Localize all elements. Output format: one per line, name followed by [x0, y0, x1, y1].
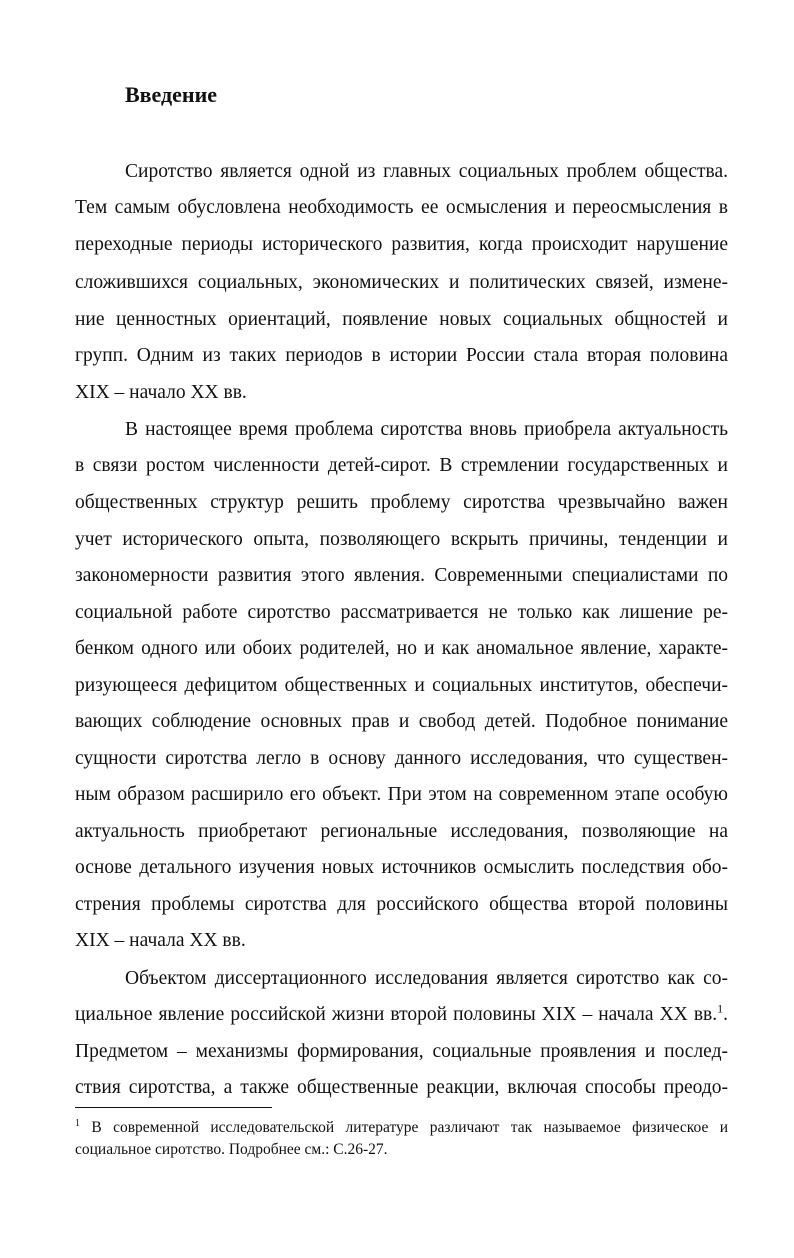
footnote-reference: 1 — [717, 1001, 724, 1016]
text-line — [75, 856, 728, 880]
text-line — [125, 418, 728, 442]
text-line-content: XIX – начало XX вв. — [75, 382, 247, 403]
text-line-content: циальное явление российской жизни второй половины XIX – начала XX вв. — [75, 1004, 718, 1025]
text-line-content: вающих соблюдение основных прав и свобод детей. Подобное понимание — [75, 711, 728, 732]
text-line-content: сложившихся социальных, экономических и политических связей, измене- — [75, 272, 728, 293]
text-line — [75, 747, 728, 771]
footnote-line — [75, 1118, 728, 1138]
text-line — [75, 929, 728, 953]
text-line-content: XIX – начала XX вв. — [75, 930, 246, 951]
text-line-content: ствия сиротства, а также общественные реакции, включая способы преодо- — [75, 1077, 728, 1098]
text-line — [75, 564, 728, 588]
text-line-content: актуальность приобретают региональные исследования, позволяющие на — [75, 821, 728, 842]
punctuation: . — [723, 1004, 728, 1025]
text-line — [75, 1076, 728, 1100]
text-line-content: ризующееся дефицитом общественных и социальных институтов, обеспечи- — [75, 675, 728, 696]
text-line-content: В настоящее время проблема сиротства вновь приобрела актуальность — [125, 419, 728, 440]
text-line-content: Сиротство является одной из главных социальных проблем общества. — [125, 161, 728, 182]
text-line-content: Предметом – механизмы формирования, социальные проявления и послед- — [75, 1041, 728, 1062]
text-line-content: Тем самым обусловлена необходимость ее осмысления и переосмысления в — [75, 197, 728, 218]
text-line — [75, 893, 728, 917]
text-line-content: стрения проблемы сиротства для российского общества второй половины — [75, 894, 728, 915]
text-line — [75, 1003, 728, 1027]
text-line — [75, 308, 728, 332]
text-line-content: Объектом диссертационного исследования является сиротство как со- — [125, 968, 728, 989]
text-line-content: ным образом расширило его объект. При этом на современном этапе особую — [75, 784, 728, 805]
text-line-content: в связи ростом численности детей-сирот. В стремлении государственных и — [75, 455, 728, 476]
text-line — [75, 637, 728, 661]
text-line — [75, 491, 728, 515]
text-line — [75, 344, 728, 368]
text-line-content: общественных структур решить проблему сиротства чрезвычайно важен — [75, 492, 728, 513]
footnote-line — [75, 1140, 728, 1160]
text-line — [75, 381, 728, 405]
text-line — [75, 710, 728, 734]
text-line — [75, 674, 728, 698]
text-line-content: переходные периоды исторического развития, когда происходит нарушение — [75, 234, 728, 255]
footnote-text: В современной исследовательской литературе различают так называемое физическое и — [91, 1119, 728, 1136]
text-line — [75, 601, 728, 625]
text-line-content: социальной работе сиротство рассматривается не только как лишение ре- — [75, 602, 728, 623]
text-line-content: групп. Одним из таких периодов в истории России стала вторая половина — [75, 345, 728, 366]
text-line — [75, 454, 728, 478]
text-line — [75, 783, 728, 807]
text-line-content: сущности сиротства легло в основу данного исследования, что существен- — [75, 748, 728, 769]
text-line-content: основе детального изучения новых источников осмыслить последствия обо- — [75, 857, 728, 878]
text-line — [75, 271, 728, 295]
text-line-content: бенком одного или обоих родителей, но и как аномальное явление, характе- — [75, 638, 728, 659]
text-line — [75, 1040, 728, 1064]
footnote-text: социальное сиротство. Подробнее см.: С.26-27. — [75, 1141, 388, 1158]
text-line-content: ние ценностных ориентаций, появление новых социальных общностей и — [75, 309, 728, 330]
page-title: Введение — [125, 82, 218, 107]
text-line — [125, 967, 728, 991]
text-line-content: закономерности развития этого явления. Современными специалистами по — [75, 565, 728, 586]
footnote-marker: 1 — [75, 1117, 80, 1129]
text-line — [75, 233, 728, 257]
text-line — [75, 820, 728, 844]
footnote-divider — [75, 1107, 272, 1108]
text-line — [75, 196, 728, 220]
text-line — [75, 528, 728, 552]
text-line-content: учет исторического опыта, позволяющего вскрыть причины, тенденции и — [75, 529, 728, 550]
text-line — [125, 160, 728, 184]
